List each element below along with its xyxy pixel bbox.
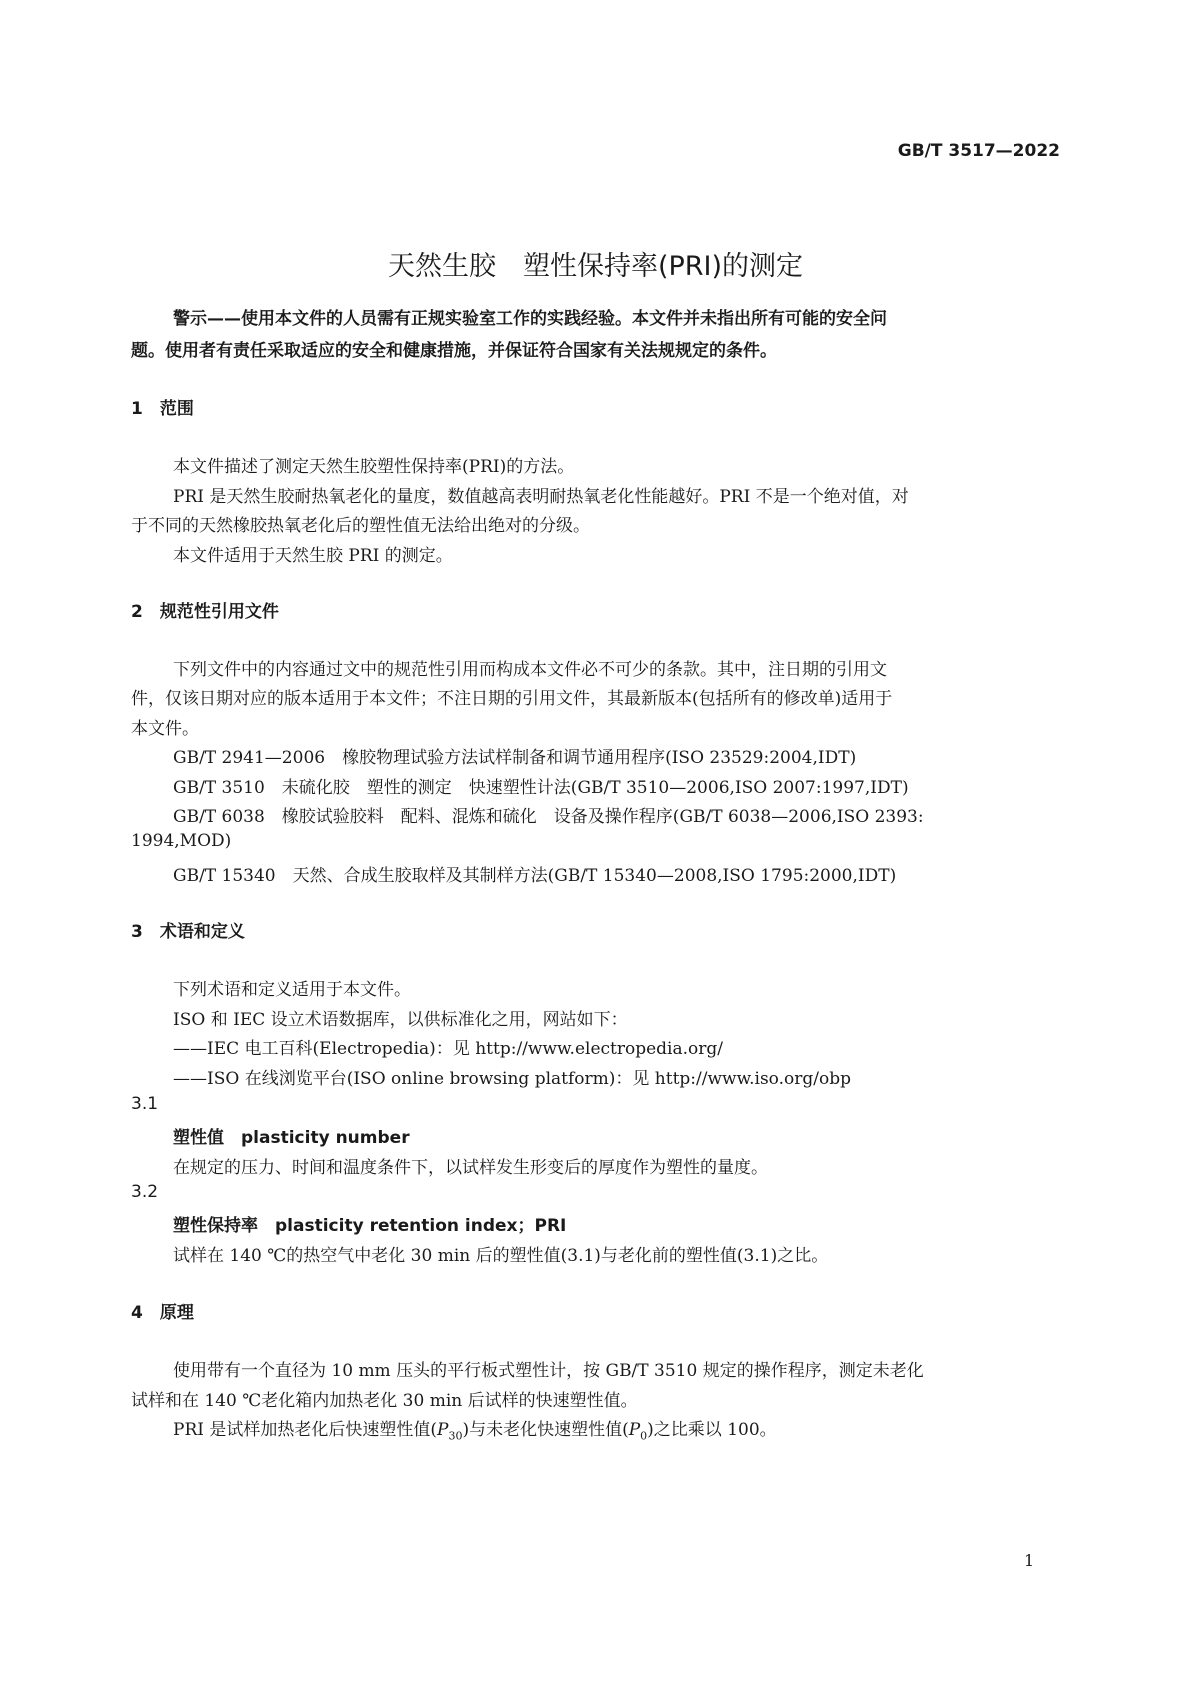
text-part: PRI 是试样加热老化后快速塑性值( (173, 1420, 437, 1440)
section-4-paragraph: 试样和在 140 ℃老化箱内加热老化 30 min 后试样的快速塑性值。 (131, 1391, 638, 1411)
standard-code: GB/T 3517—2022 (897, 141, 1060, 161)
normative-reference: GB/T 6038 橡胶试验胶料 配料、混炼和硫化 设备及操作程序(GB/T 6038—2006,ISO 2393: (173, 807, 924, 827)
page-number: 1 (1024, 1551, 1035, 1570)
text-part: )与未老化快速塑性值( (462, 1420, 629, 1440)
section-2-paragraph: 本文件。 (131, 719, 199, 739)
section-3-paragraph: 下列术语和定义适用于本文件。 (173, 980, 411, 1000)
warning-line-1: 警示——使用本文件的人员需有正规实验室工作的实践经验。本文件并未指出所有可能的安全问 (173, 309, 887, 329)
normative-reference: GB/T 2941—2006 橡胶物理试验方法试样制备和调节通用程序(ISO 23529:2004,IDT) (173, 748, 857, 768)
subscript: 30 (448, 1429, 463, 1443)
normative-reference: GB/T 15340 天然、合成生胶取样及其制样方法(GB/T 15340—2008,ISO 1795:2000,IDT) (173, 866, 897, 886)
section-4-formula-line (173, 1415, 777, 1442)
term-number: 3.2 (131, 1182, 159, 1202)
section-1-paragraph: 于不同的天然橡胶热氧老化后的塑性值无法给出绝对的分级。 (131, 516, 590, 536)
section-3-paragraph: ISO 和 IEC 设立术语数据库，以供标准化之用，网站如下： (173, 1010, 628, 1030)
term-definition: 在规定的压力、时间和温度条件下，以试样发生形变后的厚度作为塑性的量度。 (173, 1158, 768, 1178)
section-1-paragraph: 本文件适用于天然生胶 PRI 的测定。 (173, 546, 453, 566)
normative-reference: GB/T 3510 未硫化胶 塑性的测定 快速塑性计法(GB/T 3510—2006,ISO 2007:1997,IDT) (173, 778, 909, 798)
section-4-paragraph: 使用带有一个直径为 10 mm 压头的平行板式塑性计，按 GB/T 3510 规定的操作程序，测定未老化 (173, 1361, 924, 1381)
section-2-paragraph: 下列文件中的内容通过文中的规范性引用而构成本文件必不可少的条款。其中，注日期的引用文 (173, 660, 887, 680)
section-1-heading: 1 范围 (131, 399, 194, 419)
text-part: )之比乘以 100。 (647, 1420, 777, 1440)
term-entry: 塑性值 plasticity number (173, 1128, 410, 1148)
variable-p: P (628, 1420, 641, 1440)
variable-p: P (437, 1420, 449, 1440)
section-3-heading: 3 术语和定义 (131, 922, 245, 942)
normative-reference: 1994,MOD) (131, 831, 232, 851)
warning-line-2: 题。使用者有责任采取适应的安全和健康措施，并保证符合国家有关法规规定的条件。 (131, 341, 777, 361)
termbase-item: ——ISO 在线浏览平台(ISO online browsing platform)：见 http://www.iso.org/obp (173, 1069, 851, 1089)
term-definition: 试样在 140 ℃的热空气中老化 30 min 后的塑性值(3.1)与老化前的塑性值(3.1)之比。 (173, 1246, 829, 1266)
section-2-paragraph: 件，仅该日期对应的版本适用于本文件；不注日期的引用文件，其最新版本(包括所有的修改单)适用于 (131, 689, 893, 709)
term-entry: 塑性保持率 plasticity retention index；PRI (173, 1216, 567, 1236)
section-1-paragraph: PRI 是天然生胶耐热氧老化的量度，数值越高表明耐热氧老化性能越好。PRI 不是一个绝对值，对 (173, 487, 909, 507)
section-4-heading: 4 原理 (131, 1303, 194, 1323)
section-2-heading: 2 规范性引用文件 (131, 602, 279, 622)
subscript: 0 (640, 1429, 648, 1443)
termbase-item: ——IEC 电工百科(Electropedia)：见 http://www.electropedia.org/ (173, 1039, 723, 1059)
document-title: 天然生胶 塑性保持率(PRI)的测定 (387, 251, 804, 282)
term-number: 3.1 (131, 1094, 159, 1114)
section-1-paragraph: 本文件描述了测定天然生胶塑性保持率(PRI)的方法。 (173, 457, 575, 477)
